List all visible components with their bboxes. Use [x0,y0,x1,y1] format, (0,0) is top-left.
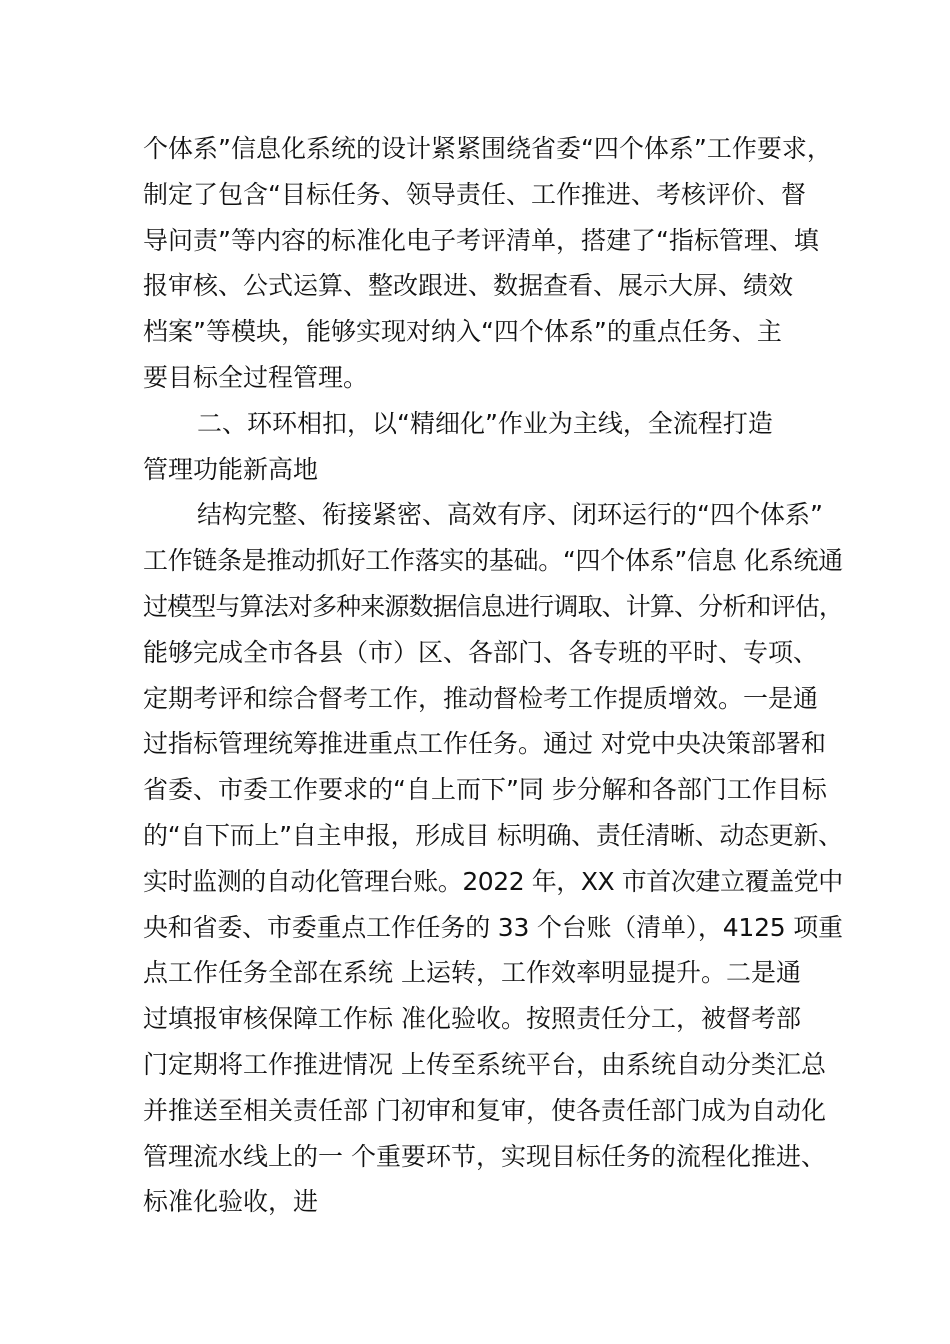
text-line: 档案”等模块，能够实现对纳入“四个体系”的重点任务、主 [143,317,782,347]
text-line: 结构完整、衔接紧密、高效有序、闭环运行的“四个体系” [197,500,823,530]
paragraph-continuation [143,126,843,401]
text-line: 管理功能新高地 [143,454,319,484]
text-line: 要目标全过程管理。 [143,362,369,392]
text-line: 管理流水线上的一 个重要环节，实现目标任务的流程化推进、 [143,1141,826,1171]
text-line: 标准化验收，进 [143,1187,319,1217]
text-line: 点工作任务全部在系统 上运转，工作效率明显提升。二是通 [143,958,801,988]
text-line: 工作链条是推动抓好工作落实的基础。“四个体系”信息 化系统通 [143,546,843,576]
text-line: 二、环环相扣，以“精细化”作业为主线，全流程打造 [197,408,773,438]
text-line: 个体系”信息化系统的设计紧紧围绕省委“四个体系”工作要求， [143,134,832,163]
text-line: 并推送至相关责任部 门初审和复审，使各责任部门成为自动化 [143,1095,826,1125]
section-heading [143,401,843,493]
text-line: 的“自下而上”自主申报，形成目 标明确、责任清晰、动态更新、 [143,820,843,850]
text-line: 央和省委、市委重点工作任务的 33 个台账（清单），4125 项重 [143,912,843,942]
text-line: 导问责”等内容的标准化电子考评清单，搭建了“指标管理、填 [143,225,819,255]
text-line: 能够完成全市各县（市）区、各部门、各专班的平时、专项、 [143,637,819,667]
text-line: 报审核、公式运算、整改跟进、数据查看、展示大屏、绩效 [143,271,794,301]
text-line: 过指标管理统筹推进重点工作任务。通过 对党中央决策部署和 [143,729,826,759]
text-line: 门定期将工作推进情况 上传至系统平台，由系统自动分类汇总 [143,1049,826,1079]
text-line: 过模型与算法对多种来源数据信息进行调取、计算、分析和评估， [143,591,844,621]
text-line: 实时监测的自动化管理台账。2022 年，XX 市首次建立覆盖党中 [143,866,843,896]
text-line: 定期考评和综合督考工作，推动督检考工作提质增效。一是通 [143,683,819,713]
document-body [143,126,843,1225]
text-line: 省委、市委工作要求的“自上而下”同 步分解和各部门工作目标 [143,775,827,805]
text-line: 制定了包含“目标任务、领导责任、工作推进、考核评价、督 [143,179,806,209]
text-line: 过填报审核保障工作标 准化验收。按照责任分工，被督考部 [143,1004,801,1034]
paragraph-body [143,492,843,1225]
